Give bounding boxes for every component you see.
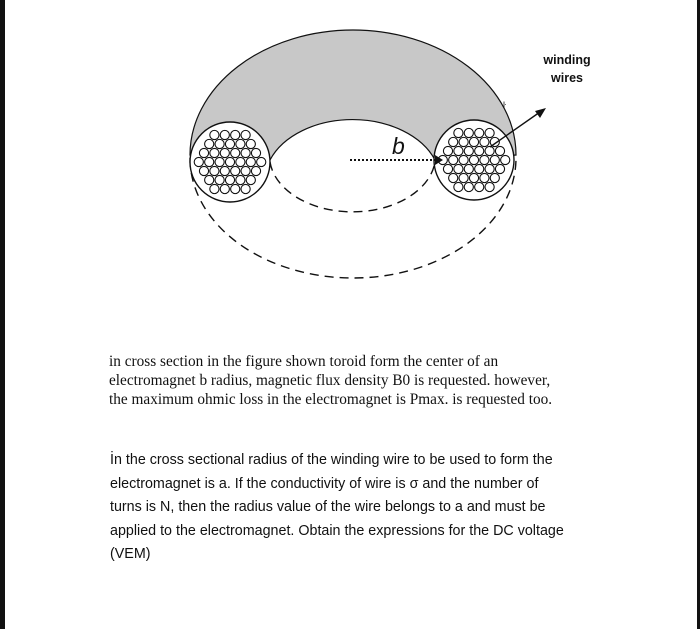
wire-strand	[210, 166, 219, 175]
wire-strand	[443, 146, 452, 155]
wire-strand	[236, 157, 245, 166]
wire-strand	[246, 175, 255, 184]
paragraph1-line: the maximum ohmic loss in the electromagnet is Pmax. is requested too.	[109, 391, 553, 408]
winding-wires-label	[537, 51, 597, 87]
wire-strand	[205, 139, 214, 148]
wire-strand	[215, 175, 224, 184]
wire-strand	[220, 130, 229, 139]
wire-strand	[485, 182, 494, 191]
wire-strand	[246, 139, 255, 148]
wire-strand	[199, 148, 208, 157]
wire-strand	[220, 166, 229, 175]
wire-strand	[469, 137, 478, 146]
wire-strand	[241, 130, 250, 139]
paragraph2-line: (VEM)	[110, 546, 151, 563]
wire-strand	[225, 139, 234, 148]
wire-strand	[220, 148, 229, 157]
wire-strand	[231, 130, 240, 139]
wire-strand	[251, 148, 260, 157]
toroid-inner-dashed-edge	[270, 162, 435, 212]
wire-strand	[495, 164, 504, 173]
wire-strand	[459, 137, 468, 146]
wire-strand	[475, 182, 484, 191]
wire-strand	[251, 166, 260, 175]
wire-strand	[210, 130, 219, 139]
wire-strand	[236, 139, 245, 148]
wire-strand	[454, 128, 463, 137]
radius-b-label: b	[392, 133, 405, 159]
wire-strand	[459, 173, 468, 182]
wire-strand	[475, 128, 484, 137]
wire-strand	[257, 157, 266, 166]
wire-strand	[464, 146, 473, 155]
wire-strand	[485, 146, 494, 155]
wire-strand	[475, 164, 484, 173]
wire-strand	[449, 155, 458, 164]
wire-strand	[480, 137, 489, 146]
wire-strand	[459, 155, 468, 164]
wire-strand	[241, 184, 250, 193]
wire-strand	[241, 166, 250, 175]
wire-strand	[464, 182, 473, 191]
paragraph1-line: electromagnet b radius, magnetic flux density B0 is requested. however,	[109, 372, 551, 389]
wire-strand	[449, 173, 458, 182]
wire-strand	[490, 155, 499, 164]
paragraph2-line: turns is N, then the radius value of the wire belongs to a and must be	[110, 499, 546, 516]
wire-strand	[480, 155, 489, 164]
wire-strand	[454, 146, 463, 155]
wire-strand	[220, 184, 229, 193]
wire-strand	[210, 184, 219, 193]
wire-strand	[443, 164, 452, 173]
paragraph2-line: electromagnet is a. If the conductivity of wire is σ and the number of	[110, 475, 539, 492]
wire-strand	[475, 146, 484, 155]
wire-strand	[485, 164, 494, 173]
wire-strand	[469, 155, 478, 164]
wire-strand	[449, 137, 458, 146]
wire-strand	[490, 173, 499, 182]
wire-strand	[215, 139, 224, 148]
wire-strand	[225, 157, 234, 166]
wire-strand	[199, 166, 208, 175]
winding-label-line2: wires	[551, 71, 583, 85]
wire-strand	[225, 175, 234, 184]
paragraph2-line: İn the cross sectional radius of the winding wire to be used to form the	[110, 452, 553, 468]
wire-strand	[194, 157, 203, 166]
wire-strand	[205, 157, 214, 166]
wire-strand	[246, 157, 255, 166]
wire-strand	[495, 146, 504, 155]
wire-strand	[210, 148, 219, 157]
paragraph2-line: applied to the electromagnet. Obtain the expressions for the DC voltage	[110, 522, 564, 539]
wire-strand	[454, 182, 463, 191]
wire-strand	[236, 175, 245, 184]
small-t-label: ŀ	[503, 100, 507, 110]
wire-strand	[241, 148, 250, 157]
wire-strand	[464, 128, 473, 137]
wire-strand	[215, 157, 224, 166]
wire-strand	[231, 148, 240, 157]
wire-strand	[454, 164, 463, 173]
paragraph1-line: in cross section in the figure shown toroid form the center of an	[109, 353, 499, 370]
winding-label-line1: winding	[543, 53, 591, 67]
wire-strand	[485, 128, 494, 137]
wire-strand	[480, 173, 489, 182]
wire-strand	[501, 155, 510, 164]
wire-strand	[231, 166, 240, 175]
wire-strand	[205, 175, 214, 184]
winding-arrowhead	[535, 108, 546, 118]
problem-paragraph-2	[110, 449, 610, 567]
wire-strand	[464, 164, 473, 173]
wire-strand	[469, 173, 478, 182]
problem-paragraph-1	[109, 352, 609, 409]
wire-strand	[231, 184, 240, 193]
